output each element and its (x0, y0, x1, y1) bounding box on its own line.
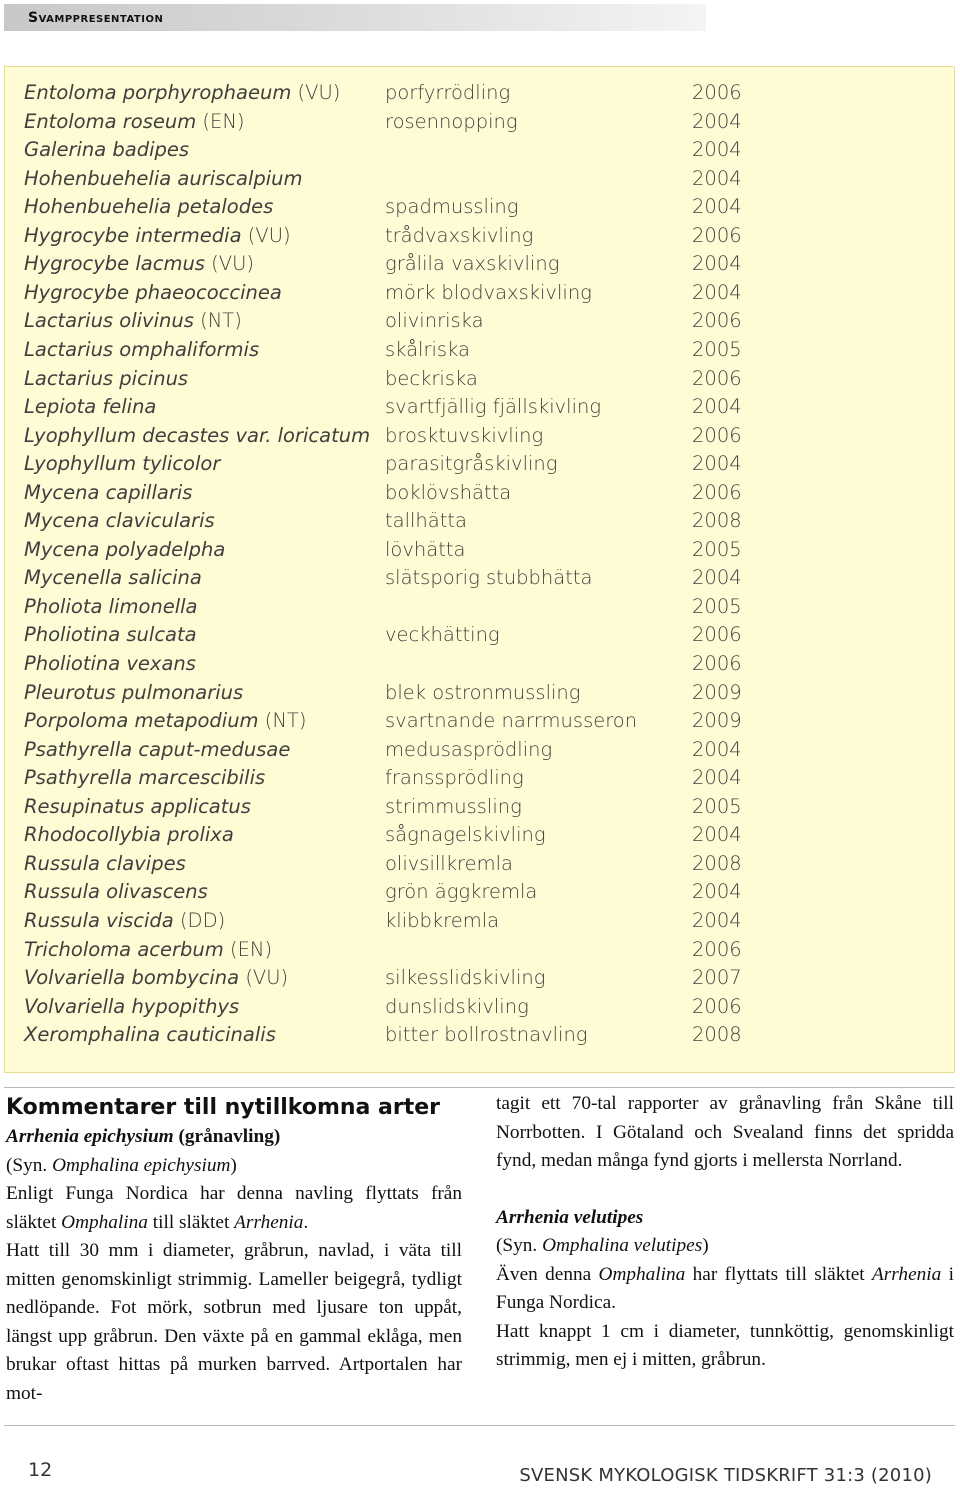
species-heading-arrhenia-epichysium: Arrhenia epichysium (grånavling) (6, 1126, 281, 1147)
year: 2005 (692, 337, 742, 361)
year: 2004 (692, 880, 742, 904)
page-number: 12 (28, 1459, 53, 1481)
species-name: Lactarius olivinus (24, 309, 194, 333)
scientific-name (24, 878, 208, 906)
redlist-status: (EN) (229, 937, 273, 961)
year: 2007 (692, 966, 742, 990)
scientific-name (24, 479, 192, 507)
common-name: parasitgråskivling (385, 452, 558, 476)
scientific-name (24, 222, 291, 250)
section-header-bar (4, 4, 706, 31)
species-name: Galerina badipes (24, 138, 190, 162)
table-row (5, 536, 954, 564)
species-name: Volvariella hypopithys (24, 994, 240, 1018)
scientific-name (24, 1021, 276, 1049)
common-name: svartfjällig fjällskivling (385, 395, 602, 419)
scientific-name (24, 679, 243, 707)
table-row (5, 193, 954, 221)
scientific-name (24, 79, 340, 107)
species-name: Psathyrella caput-medusae (24, 737, 291, 761)
table-row (5, 250, 954, 278)
scientific-name (24, 108, 245, 136)
scientific-name (24, 507, 215, 535)
table-row (5, 907, 954, 935)
species-name: Russula olivascens (24, 880, 208, 904)
table-row (5, 279, 954, 307)
common-name: strimmussling (385, 794, 522, 818)
species-name: Hygrocybe lacmus (24, 252, 205, 276)
year: 2006 (692, 480, 742, 504)
common-name: sågnagelskivling (385, 823, 546, 847)
year: 2006 (692, 623, 742, 647)
year: 2004 (692, 566, 742, 590)
common-name: rosennopping (385, 109, 518, 133)
table-row (5, 821, 954, 849)
table-row (5, 964, 954, 992)
common-name: veckhätting (385, 623, 500, 647)
species-name: Mycena clavicularis (24, 509, 215, 533)
common-name: silkesslidskivling (385, 966, 546, 990)
table-row (5, 736, 954, 764)
common-name: trådvaxskivling (385, 223, 534, 247)
species-heading-arrhenia-velutipes: Arrhenia velutipes (496, 1206, 644, 1228)
common-name: grålila vaxskivling (385, 252, 560, 276)
species-name: Entoloma porphyrophaeum (24, 81, 292, 104)
species-name: Mycenella salicina (24, 566, 202, 590)
species-name: Russula clavipes (24, 851, 186, 875)
table-row (5, 136, 954, 164)
scientific-name (24, 993, 239, 1021)
common-name: blek ostronmussling (385, 680, 581, 704)
redlist-status: (VU) (211, 252, 254, 276)
species-table (4, 66, 955, 1073)
species-name: Entoloma roseum (24, 109, 197, 133)
common-name: skålriska (385, 337, 470, 361)
year: 2004 (692, 823, 742, 847)
year: 2006 (692, 309, 742, 333)
species-name: Porpoloma metapodium (24, 709, 259, 733)
species-name: Lyophyllum decastes var. loricatum (24, 423, 371, 447)
year: 2009 (692, 680, 742, 704)
table-row (5, 365, 954, 393)
scientific-name (24, 764, 265, 792)
table-row (5, 650, 954, 678)
species-name: Lyophyllum tylicolor (24, 452, 221, 476)
scientific-name (24, 850, 186, 878)
scientific-name (24, 621, 197, 649)
species-name: Hohenbuehelia petalodes (24, 195, 274, 219)
paragraph-taxonomy: Enligt Funga Nordica har denna navling flyttats från släktet Omphalina till släktet Arrhenia. (6, 1183, 462, 1233)
table-row (5, 793, 954, 821)
species-name: Tricholoma acerbum (24, 937, 224, 961)
year: 2006 (692, 223, 742, 247)
table-row (5, 108, 954, 136)
scientific-name (24, 707, 306, 735)
table-row (5, 336, 954, 364)
redlist-status: (EN) (202, 109, 245, 133)
redlist-status: (NT) (264, 709, 307, 733)
species-name: Lepiota felina (24, 395, 157, 419)
common-name: beckriska (385, 366, 478, 390)
redlist-status: (VU) (245, 966, 289, 990)
scientific-name (24, 165, 303, 193)
year: 2004 (692, 452, 742, 476)
paragraph-description: Hatt knappt 1 cm i diameter, tunnköttig, genomskinligt strimmig, men ej i mitten, gråbrun. (496, 1320, 954, 1370)
species-name: Resupinatus applicatus (24, 794, 251, 818)
table-row (5, 422, 954, 450)
common-name: franssprödling (385, 766, 524, 790)
redlist-status: (VU) (297, 81, 341, 104)
year: 2005 (692, 794, 742, 818)
comments-column-left (6, 1093, 462, 1408)
table-row (5, 936, 954, 964)
year: 2004 (692, 195, 742, 219)
scientific-name (24, 193, 273, 221)
year: 2006 (692, 652, 742, 675)
species-name: Hygrocybe phaeococcinea (24, 280, 282, 304)
scientific-name (24, 907, 225, 935)
species-name: Lactarius picinus (24, 366, 189, 390)
scientific-name (24, 821, 234, 849)
paragraph-taxonomy: Även denna Omphalina har flyttats till släktet Arrhenia i Funga Nordica. (496, 1263, 954, 1313)
year: 2006 (692, 81, 742, 104)
species-name: Pholiotina vexans (24, 652, 196, 675)
species-name: Mycena polyadelpha (24, 537, 226, 561)
comments-heading: Kommentarer till nytillkomna arter (6, 1095, 441, 1120)
scientific-name (24, 307, 242, 335)
species-name: Pholiotina sulcata (24, 623, 197, 647)
year: 2009 (692, 709, 742, 733)
common-name: olivsillkremla (385, 851, 513, 875)
table-row (5, 679, 954, 707)
year: 2004 (692, 908, 742, 932)
table-row (5, 479, 954, 507)
common-name: tallhätta (385, 509, 467, 533)
year: 2008 (692, 1023, 742, 1047)
journal-footer: SVENSK MYKOLOGISK TIDSKRIFT 31:3 (2010) (519, 1465, 932, 1486)
year: 2004 (692, 737, 742, 761)
common-name: svartnande narrmusseron (385, 709, 638, 733)
year: 2008 (692, 851, 742, 875)
species-name: Rhodocollybia prolixa (24, 823, 234, 847)
year: 2005 (692, 537, 742, 561)
table-row (5, 593, 954, 621)
scientific-name (24, 593, 198, 621)
table-row (5, 165, 954, 193)
year: 2004 (692, 109, 742, 133)
table-row (5, 564, 954, 592)
common-name: boklövshätta (385, 480, 512, 504)
table-row (5, 878, 954, 906)
year: 2006 (692, 994, 742, 1018)
scientific-name (24, 250, 254, 278)
year: 2004 (692, 252, 742, 276)
divider-bottom (4, 1425, 955, 1426)
common-name: mörk blodvaxskivling (385, 280, 592, 304)
table-row (5, 993, 954, 1021)
redlist-status: (VU) (247, 223, 291, 247)
table-row (5, 850, 954, 878)
scientific-name (24, 536, 225, 564)
year: 2004 (692, 395, 742, 419)
common-name: slätsporig stubbhätta (385, 566, 593, 590)
species-name: Russula viscida (24, 908, 174, 932)
species-name: Volvariella bombycina (24, 966, 240, 990)
scientific-name (24, 393, 156, 421)
species-name: Lactarius omphaliformis (24, 337, 260, 361)
table-row (5, 764, 954, 792)
species-name: Pleurotus pulmonarius (24, 680, 244, 704)
species-name: Psathyrella marcescibilis (24, 766, 266, 790)
year: 2004 (692, 138, 742, 162)
species-name: Xeromphalina cauticinalis (24, 1023, 276, 1047)
synonym-line: (Syn. Omphalina epichysium) (6, 1154, 237, 1176)
scientific-name (24, 936, 272, 964)
table-row (5, 79, 954, 107)
synonym-line: (Syn. Omphalina velutipes) (496, 1235, 709, 1256)
scientific-name (24, 279, 282, 307)
species-name: Mycena capillaris (24, 480, 193, 504)
table-row (5, 621, 954, 649)
scientific-name (24, 422, 370, 450)
year: 2004 (692, 766, 742, 790)
common-name: spadmussling (385, 195, 519, 219)
common-name: medusasprödling (385, 737, 553, 761)
table-row (5, 450, 954, 478)
common-name: lövhätta (385, 537, 466, 561)
scientific-name (24, 136, 189, 164)
year: 2008 (692, 509, 742, 533)
scientific-name (24, 650, 196, 678)
scientific-name (24, 450, 220, 478)
common-name: grön äggkremla (385, 880, 538, 904)
table-row (5, 222, 954, 250)
paragraph-continued: tagit ett 70-tal rapporter av grånavling från Skåne till Norrbotten. I Götaland och Svealand finns det spridda fynd, medan många fynd gjorts i mellersta Norrland. (496, 1093, 954, 1171)
table-row (5, 393, 954, 421)
scientific-name (24, 336, 259, 364)
common-name: klibbkremla (385, 908, 500, 932)
scientific-name (24, 564, 202, 592)
redlist-status: (DD) (179, 908, 226, 932)
table-row (5, 1021, 954, 1049)
species-name: Hygrocybe intermedia (24, 223, 242, 247)
scientific-name (24, 964, 288, 992)
paragraph-description: Hatt till 30 mm i diameter, gråbrun, navlad, i väta till mitten genomskinligt strimmig. Lameller beigegrå, tydligt nedlöpande. Fot mörk, sotbrun med ljusare ton uppåt, längst upp gråbrun. Den växte på en gammal eklåga, men brukar oftast hittas på murken barrved. Artportalen har mot- (6, 1240, 462, 1404)
species-name: Hohenbuehelia auriscalpium (24, 166, 303, 190)
year: 2004 (692, 166, 742, 190)
year: 2006 (692, 423, 742, 447)
year: 2006 (692, 366, 742, 390)
species-name: Pholiota limonella (24, 594, 198, 618)
common-name: porfyrrödling (385, 81, 511, 104)
table-row (5, 707, 954, 735)
section-title: Svamppresentation (28, 10, 164, 26)
redlist-status: (NT) (200, 309, 242, 333)
divider-top (4, 1087, 955, 1088)
common-name: brosktuvskivling (385, 423, 544, 447)
common-name: bitter bollrostnavling (385, 1023, 588, 1047)
year: 2004 (692, 280, 742, 304)
table-row (5, 307, 954, 335)
scientific-name (24, 736, 290, 764)
scientific-name (24, 793, 251, 821)
table-row (5, 507, 954, 535)
year: 2005 (692, 594, 742, 618)
scientific-name (24, 365, 188, 393)
year: 2006 (692, 937, 742, 961)
common-name: olivinriska (385, 309, 484, 333)
comments-column-right (496, 1090, 954, 1375)
common-name: dunslidskivling (385, 994, 529, 1018)
